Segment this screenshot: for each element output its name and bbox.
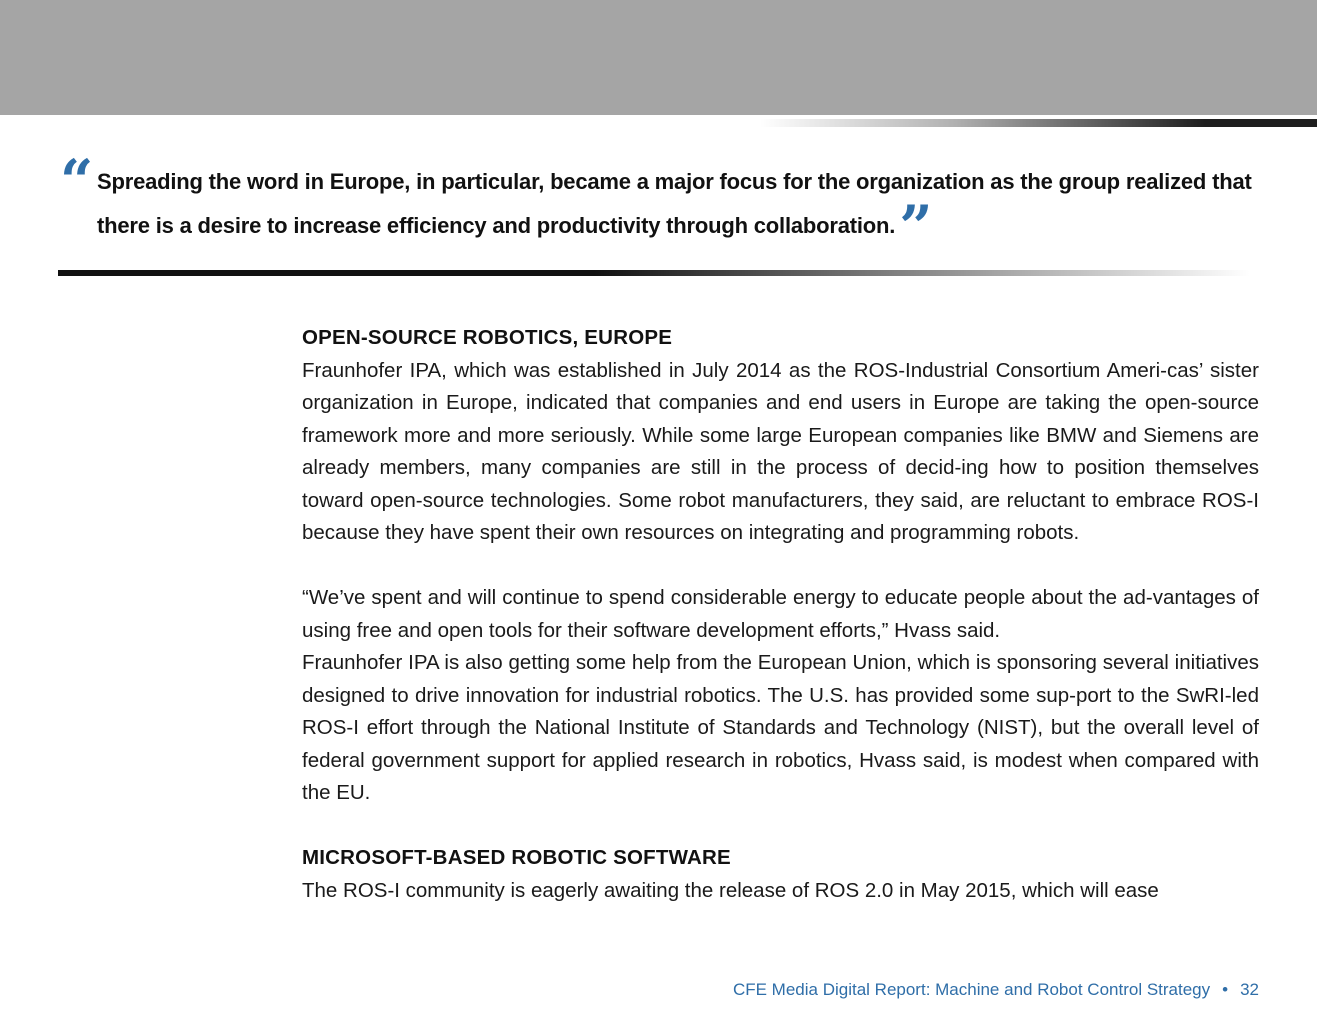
close-quote-icon: ” bbox=[899, 193, 933, 261]
footer-separator: • bbox=[1222, 980, 1229, 999]
header-gradient-rule bbox=[760, 119, 1317, 127]
paragraph: “We’ve spent and will continue to spend considerable energy to educate people about the ad-vantages of using free and open tools for their software development efforts,” Hvass said. bbox=[302, 586, 1259, 642]
page-number: 32 bbox=[1240, 980, 1259, 999]
page-footer bbox=[733, 980, 1259, 1000]
paragraph: The ROS-I community is eagerly awaiting the release of ROS 2.0 in May 2015, which will ease bbox=[302, 878, 1159, 902]
paragraph: Fraunhofer IPA is also getting some help from the European Union, which is sponsoring several initiatives designed to drive innovation for industrial robotics. The U.S. has provided some sup-port to the SwRI-led ROS-I effort through the National Institute of Standards and Technology (NIST), but the overall level of federal government support for applied research in robotics, Hvass said, is modest when compared with the EU. bbox=[302, 651, 1259, 804]
pull-quote-text-block bbox=[97, 160, 1262, 261]
section-heading-open-source-europe: OPEN-SOURCE ROBOTICS, EUROPE bbox=[302, 326, 673, 349]
pull-quote bbox=[60, 147, 1260, 261]
pull-quote-divider bbox=[58, 270, 1250, 276]
open-quote-icon: “ bbox=[60, 147, 94, 215]
section-heading-microsoft-software: MICROSOFT-BASED ROBOTIC SOFTWARE bbox=[302, 846, 731, 869]
pull-quote-text: Spreading the word in Europe, in particular, became a major focus for the organization as the group realized that there is a desire to increase efficiency and productivity through collaboration. bbox=[97, 169, 1252, 238]
footer-report-title: CFE Media Digital Report: Machine and Robot Control Strategy bbox=[732, 980, 1211, 999]
paragraph: Fraunhofer IPA, which was established in July 2014 as the ROS-Industrial Consortium Ameri-cas’ sister organization in Europe, indicated that companies and end users in Europe are taking the open-source framework more and more seriously. While some large European companies like BMW and Siemens are already members, many companies are still in the process of decid-ing how to position themselves toward open-source technologies. Some robot manufacturers, they said, are reluctant to embrace ROS-I because they have spent their own resources on integrating and programming robots. bbox=[302, 358, 1259, 544]
paragraph-gap bbox=[302, 810, 1259, 843]
article-body bbox=[302, 322, 1259, 907]
paragraph-gap bbox=[302, 550, 1259, 583]
header-band bbox=[0, 0, 1317, 115]
